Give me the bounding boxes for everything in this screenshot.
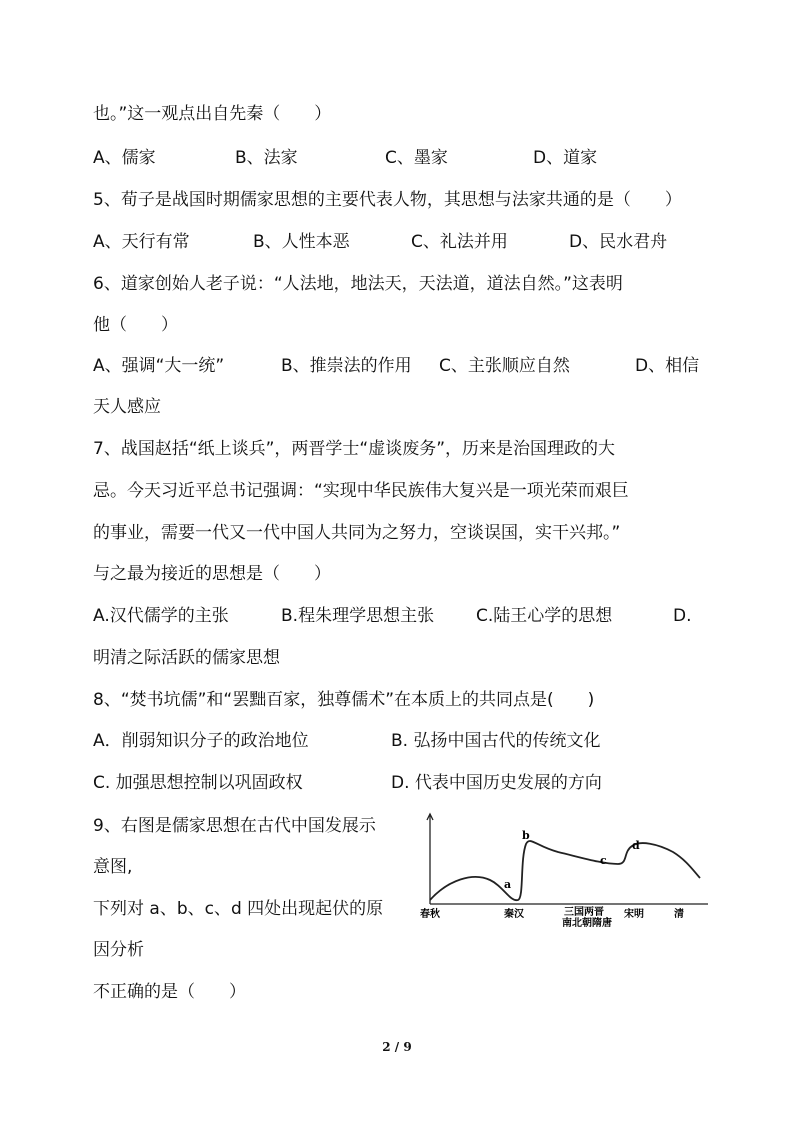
q9-line1: 9、右图是儒家思想在古代中国发展示 <box>93 816 376 836</box>
q7-option-b[interactable]: B.程朱理学思想主张 <box>281 606 435 626</box>
q9-line3: 下列对 a、b、c、d 四处出现起伏的原 <box>93 899 384 919</box>
page-number: 2 / 9 <box>382 1040 412 1054</box>
q9-line5: 不正确的是（ ） <box>93 982 246 1002</box>
q8-stem: 8、“焚书坑儒”和“罢黜百家，独尊儒术”在本质上的共同点是( ) <box>93 690 595 710</box>
q7-stem-line4: 与之最为接近的思想是（ ） <box>93 564 331 584</box>
q4-option-c[interactable]: C、墨家 <box>385 148 448 168</box>
q6-option-a[interactable]: A、强调“大一统” <box>93 356 225 376</box>
q8-option-a[interactable]: A．削弱知识分子的政治地位 <box>93 731 309 751</box>
q9-line2: 意图, <box>93 857 133 877</box>
q7-stem-line2: 忌。今天习近平总书记强调：“实现中华民族伟大复兴是一项光荣而艰巨 <box>93 481 629 501</box>
x-label-chunqiu: 春秋 <box>420 909 440 920</box>
q5-option-b[interactable]: B、人性本恶 <box>253 232 350 252</box>
q5-option-a[interactable]: A、天行有常 <box>93 232 190 252</box>
x-label-songming: 宋明 <box>624 909 644 920</box>
confucianism-development-diagram <box>418 812 718 942</box>
x-label-nanbeichao-suitang: 南北朝隋唐 <box>562 918 612 929</box>
point-label-d: d <box>632 839 640 852</box>
q4-option-a[interactable]: A、儒家 <box>93 148 156 168</box>
q5-stem: 5、荀子是战国时期儒家思想的主要代表人物，其思想与法家共通的是（ ） <box>93 190 682 210</box>
point-label-b: b <box>522 829 530 842</box>
x-label-qinhan: 秦汉 <box>504 909 524 920</box>
q5-option-d[interactable]: D、民水君舟 <box>569 232 668 252</box>
q9-line4: 因分析 <box>93 940 144 960</box>
development-curve <box>430 841 700 900</box>
q6-stem-line1: 6、道家创始人老子说：“人法地，地法天，天法道，道法自然。”这表明 <box>93 274 623 294</box>
q6-stem-line2: 他（ ） <box>93 315 178 335</box>
q4-stem-end: 也。”这一观点出自先秦（ ） <box>93 104 332 124</box>
q6-option-b[interactable]: B、推崇法的作用 <box>281 356 412 376</box>
point-label-c: c <box>600 854 607 867</box>
q4-option-b[interactable]: B、法家 <box>235 148 298 168</box>
q8-option-d[interactable]: D. 代表中国历史发展的方向 <box>391 773 602 793</box>
q8-option-b[interactable]: B. 弘扬中国古代的传统文化 <box>391 731 601 751</box>
q6-option-d[interactable]: D、相信 <box>635 356 700 376</box>
q7-option-d-wrap: 明清之际活跃的儒家思想 <box>93 648 280 668</box>
q6-option-c[interactable]: C、主张顺应自然 <box>439 356 570 376</box>
q7-option-c[interactable]: C.陆王心学的思想 <box>476 606 613 626</box>
x-label-sanguo-liangjin: 三国两晋 <box>564 907 604 918</box>
q5-option-c[interactable]: C、礼法并用 <box>411 232 508 252</box>
q7-option-d[interactable]: D. <box>673 606 692 626</box>
x-label-qing: 清 <box>674 909 684 920</box>
q6-option-d-wrap: 天人感应 <box>93 397 161 417</box>
q8-option-c[interactable]: C. 加强思想控制以巩固政权 <box>93 773 303 793</box>
q7-stem-line1: 7、战国赵括“纸上谈兵”，两晋学士“虚谈废务”，历来是治国理政的大 <box>93 439 616 459</box>
q4-option-d[interactable]: D、道家 <box>533 148 598 168</box>
point-label-a: a <box>504 878 512 891</box>
q7-stem-line3: 的事业，需要一代又一代中国人共同为之努力，空谈误国，实干兴邦。” <box>93 523 621 543</box>
q7-option-a[interactable]: A.汉代儒学的主张 <box>93 606 229 626</box>
